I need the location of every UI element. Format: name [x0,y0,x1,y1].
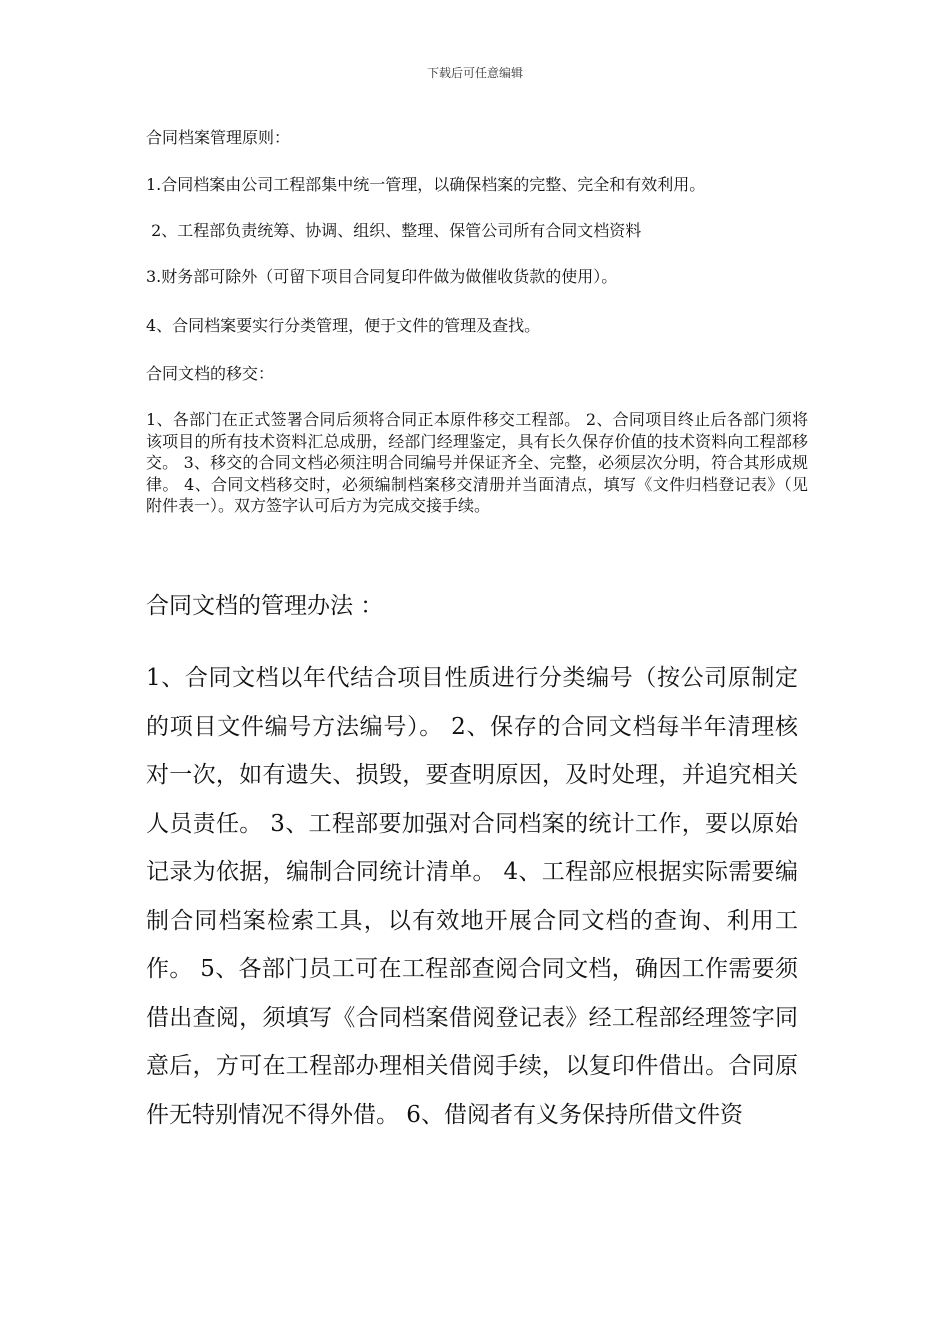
transfer-paragraph: 1、各部门在正式签署合同后须将合同正本原件移交工程部。 2、合同项目终止后各部门须将该项目的所有技术资料汇总成册，经部门经理鉴定，具有长久保存价值的技术资料向工程部移交。 3、移交的合同文档必须注明合同编号并保证齐全、完整，必须层次分明，符合其形成规律。 4、合同文档移交时，必须编制档案移交清册并当面清点，填写《文件归档登记表》（见附件表一）。双方签字认可后方为完成交接手续。 [146,410,808,515]
management-title: 合同文档的管理办法 ： [146,593,384,619]
principle-item-2: 2、工程部负责统筹、协调、组织、整理、保管公司所有合同文档资料 [146,221,642,240]
principle-item-3: 3.财务部可除外（可留下项目合同复印件做为做催收货款的使用）。 [146,267,618,286]
management-paragraph: 1、合同文档以年代结合项目性质进行分类编号（按公司原制定的项目文件编号方法编号）。 2、保存的合同文档每半年清理核对一次，如有遗失、损毁，要查明原因，及时处理，并追究相关人员责任。 3、工程部要加强对合同档案的统计工作，要以原始记录为依据，编制合同统计清单。 4、工程部应根据实际需要编制合同档案检索工具，以有效地开展合同文档的查询、利用工作。 5、各部门员工可在工程部查阅合同文档，确因工作需要须借出查阅，须填写《合同档案借阅登记表》经工程部经理签字同意后，方可在工程部办理相关借阅手续，以复印件借出。合同原件无特别情况不得外借。 6、借阅者有义务保持所借文件资 [146,665,798,1128]
principle-item-4: 4、合同档案要实行分类管理，便于文件的管理及查找。 [146,316,541,335]
transfer-title: 合同文档的移交： [146,364,275,383]
principles-title: 合同档案管理原则： [146,128,291,147]
principle-item-1: 1.合同档案由公司工程部集中统一管理，以确保档案的完整、完全和有效利用。 [146,175,706,194]
page-header-note: 下载后可任意编辑 [426,66,523,80]
